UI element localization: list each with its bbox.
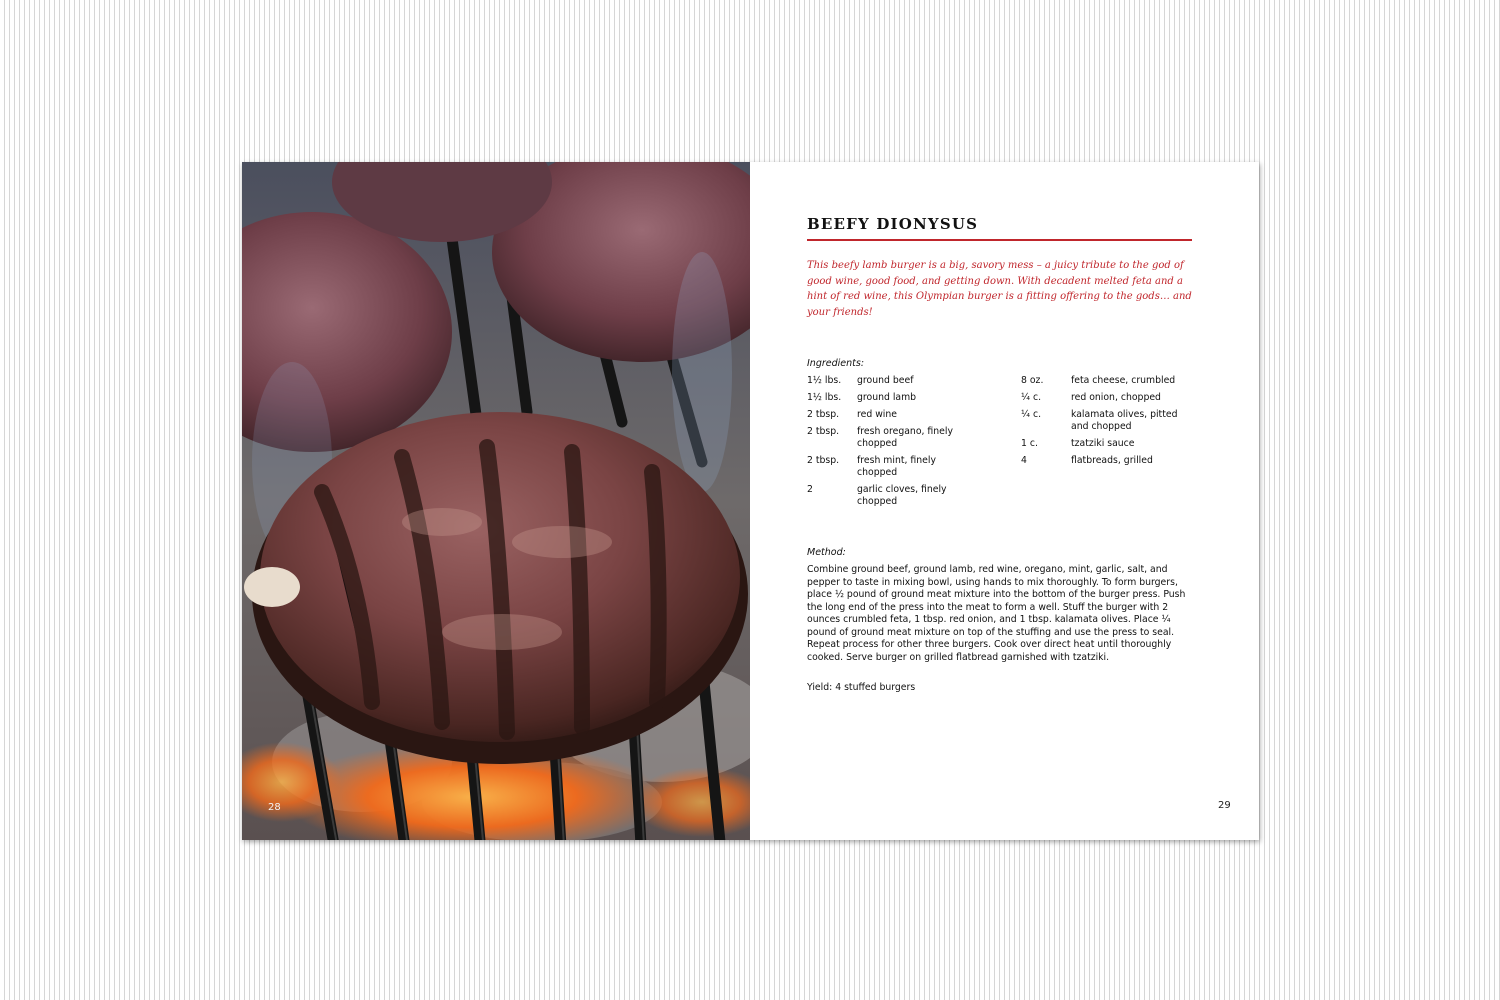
ingredients-column-left [807, 375, 977, 513]
ingredient-qty: 1½ lbs. [807, 375, 842, 386]
left-page [242, 162, 750, 840]
ingredient-qty: 2 tbsp. [807, 409, 840, 420]
method-text: Combine ground beef, ground lamb, red wine, oregano, mint, garlic, salt, and pepper to taste in mixing bowl, using hands to mix thoroughly. To form burgers, place ½ pound of ground meat mixture into the bottom of the burger press. Push the long end of the press into the meat to form a well. Stuff the burger with 2 ounces crumbled feta, 1 tbsp. red onion, and 1 tbsp. kalamata olives. Place ¼ pound of ground meat mixture on top of the stuffing and use the press to seal. Repeat process for other three burgers. Cook over direct heat until thoroughly cooked. Serve burger on grilled flatbread garnished with tzatziki. [807, 564, 1186, 663]
ingredient-qty: 1½ lbs. [807, 392, 842, 403]
ingredient-row [807, 484, 977, 508]
ingredient-row [807, 375, 977, 387]
ingredient-item: fresh mint, finely chopped [857, 455, 936, 478]
method-heading: Method: [807, 547, 846, 558]
ingredient-row [1021, 392, 1201, 404]
ingredient-qty: 8 oz. [1021, 375, 1044, 386]
ingredient-item: flatbreads, grilled [1071, 455, 1153, 466]
ingredient-item: kalamata olives, pitted and chopped [1071, 409, 1178, 432]
ingredient-row [1021, 455, 1201, 467]
ingredient-item: fresh oregano, finely chopped [857, 426, 953, 449]
ingredient-qty: 2 tbsp. [807, 455, 840, 466]
ingredient-item: ground lamb [857, 392, 917, 403]
yield-text: Yield: 4 stuffed burgers [807, 682, 916, 693]
ingredient-row [807, 409, 977, 421]
burger-photo [242, 162, 750, 840]
ingredient-qty: 1 c. [1021, 438, 1038, 449]
ingredient-item: red wine [857, 409, 897, 420]
ingredient-row [1021, 409, 1201, 433]
ingredient-qty: 2 tbsp. [807, 426, 840, 437]
title-divider [807, 239, 1192, 241]
ingredient-item: tzatziki sauce [1071, 438, 1135, 449]
recipe-title: BEEFY DIONYSUS [807, 215, 979, 233]
ingredient-item: ground beef [857, 375, 914, 386]
ingredient-row [807, 455, 977, 479]
ingredient-item: feta cheese, crumbled [1071, 375, 1176, 386]
ingredient-qty: ¼ c. [1021, 392, 1042, 403]
ingredient-row [1021, 438, 1201, 450]
ingredient-row [1021, 375, 1201, 387]
ingredient-qty: ¼ c. [1021, 409, 1042, 420]
ingredients-column-right [1021, 375, 1201, 472]
page-number-right: 29 [1218, 800, 1231, 811]
recipe-intro: This beefy lamb burger is a big, savory mess – a juicy tribute to the god of good wine, good food, and getting down. With decadent melted feta and a hint of red wine, this Olympian burger is a fitting offering to the gods… and your friends! [807, 260, 1192, 318]
book-spread [242, 162, 1259, 840]
ingredient-item: garlic cloves, finely chopped [857, 484, 947, 507]
ingredients-heading: Ingredients: [807, 358, 865, 369]
page-number-left: 28 [268, 802, 281, 813]
ingredient-item: red onion, chopped [1071, 392, 1161, 403]
ingredient-row [807, 426, 977, 450]
ingredient-row [807, 392, 977, 404]
ingredient-qty: 4 [1021, 455, 1027, 466]
ingredient-qty: 2 [807, 484, 813, 495]
right-page [750, 162, 1259, 840]
